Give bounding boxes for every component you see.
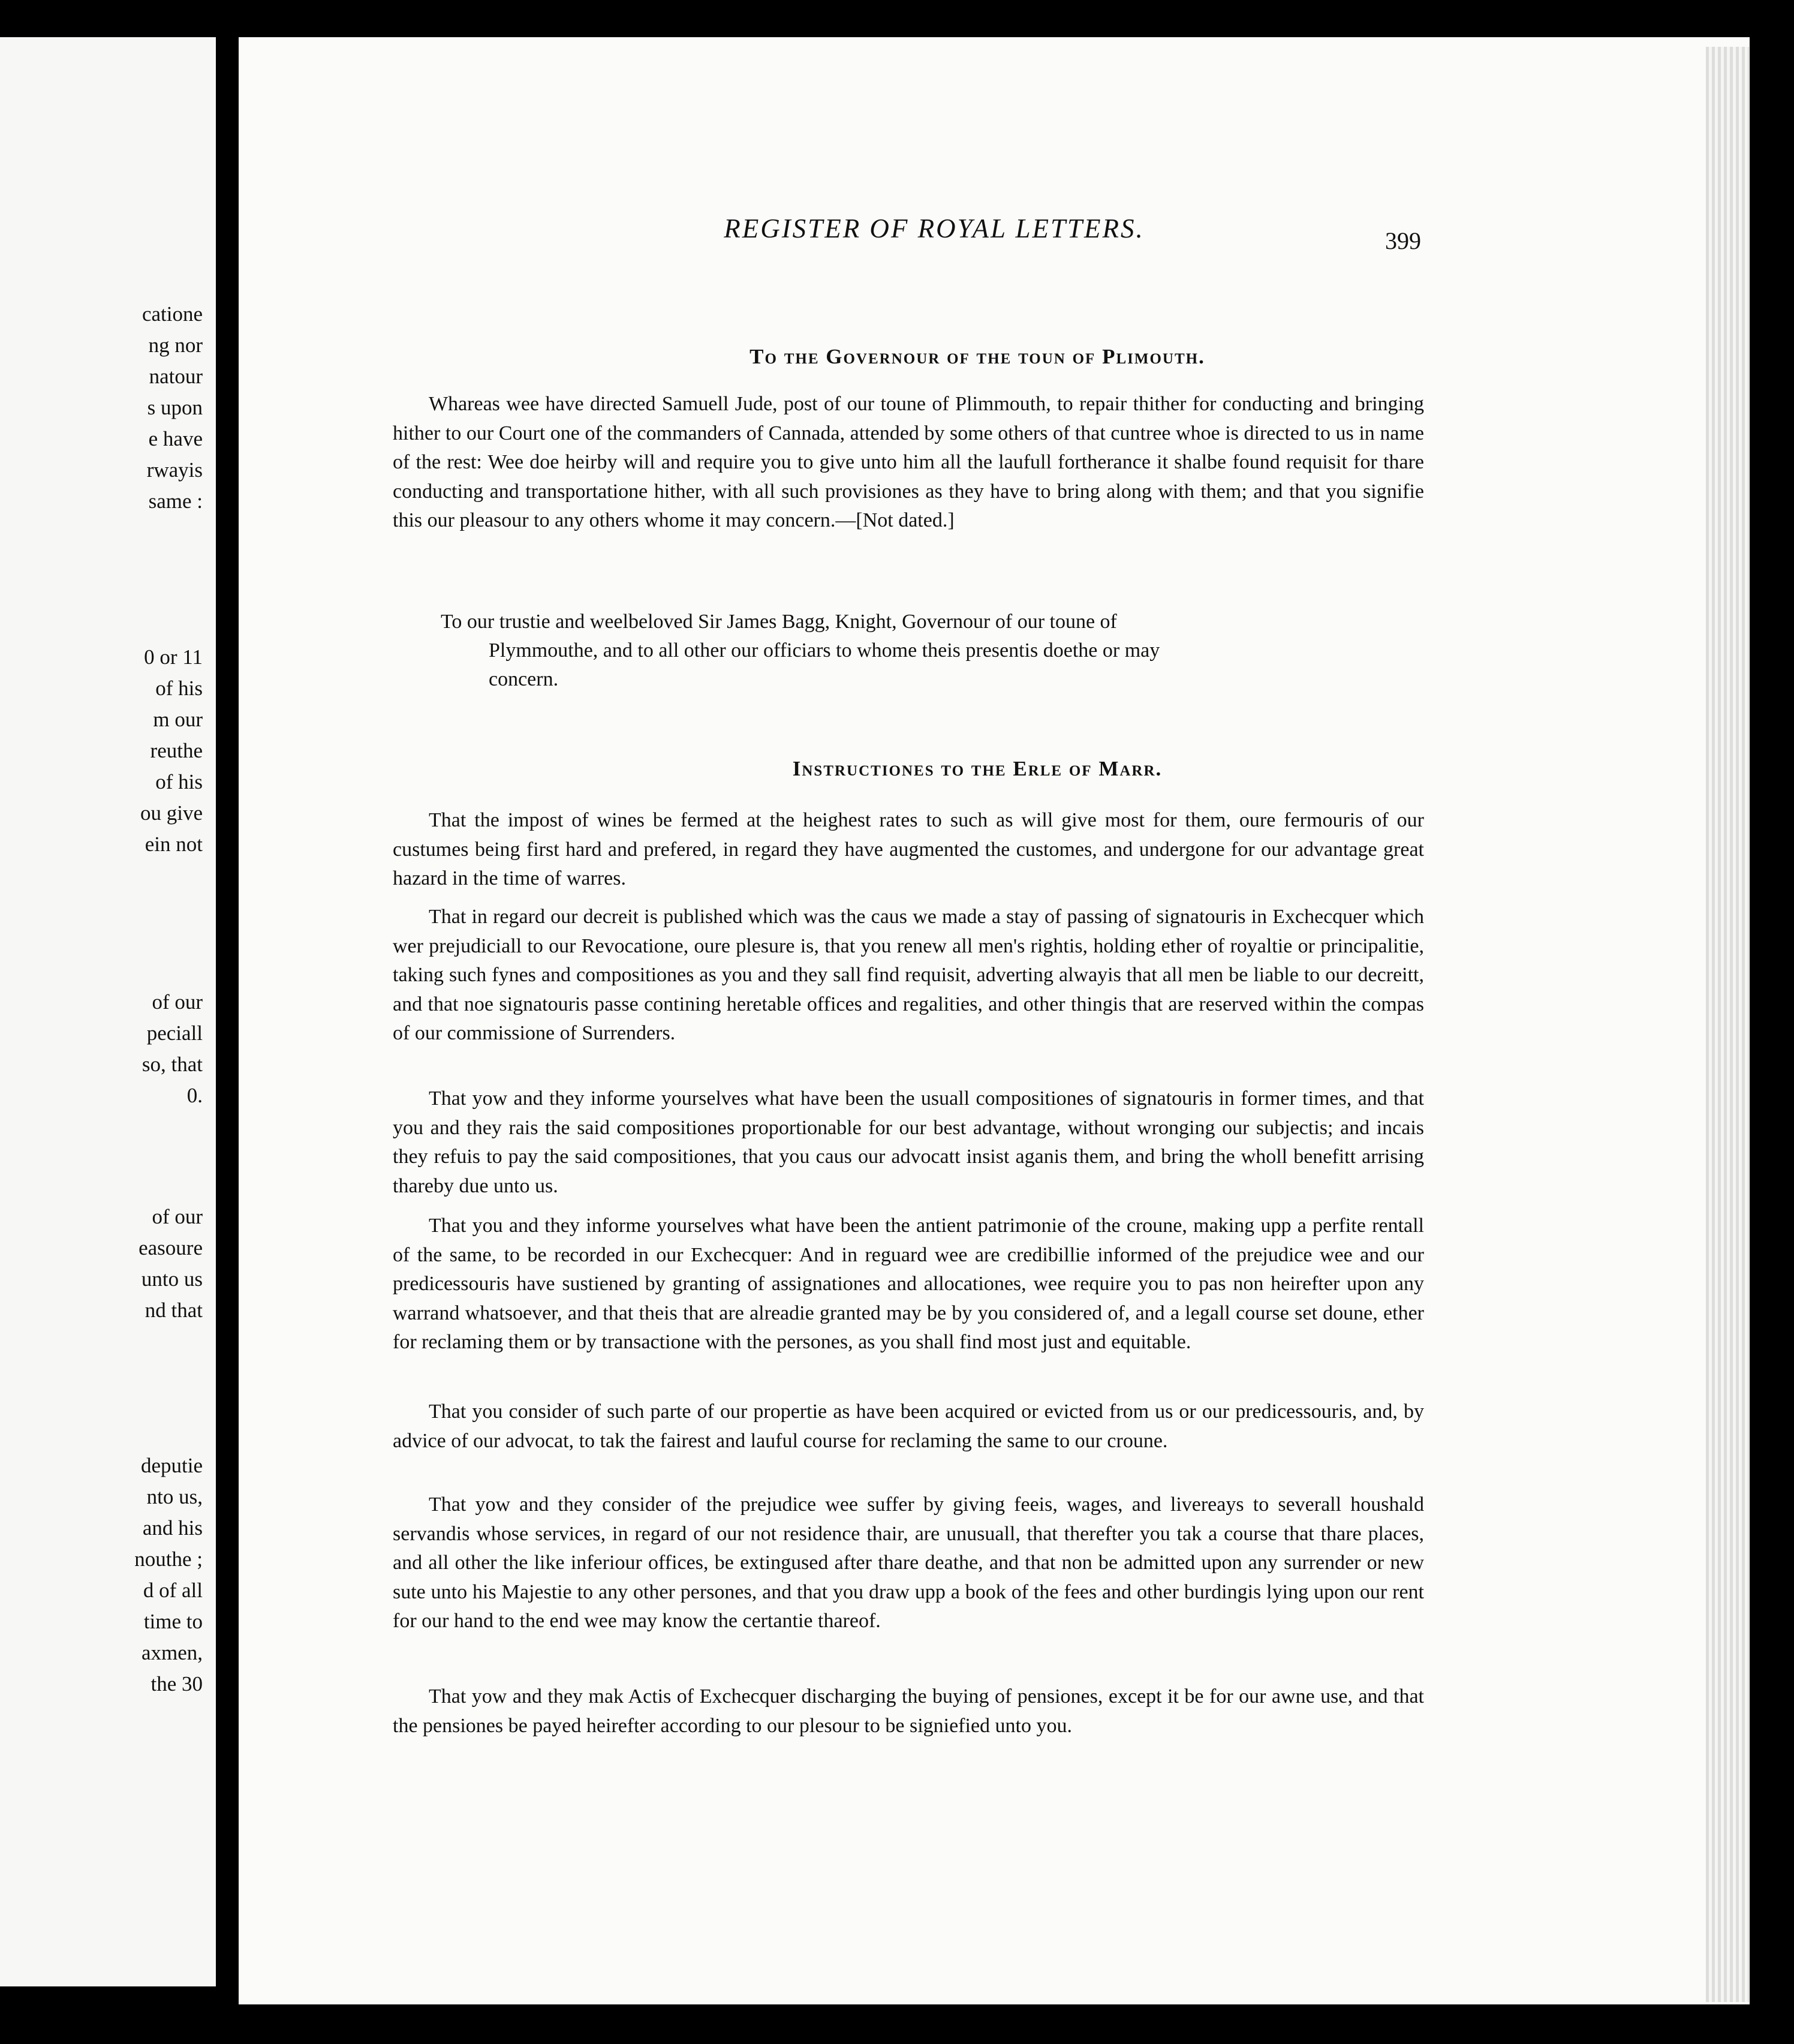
left-page-line: 0. bbox=[186, 1084, 203, 1107]
left-page-line: m our bbox=[153, 708, 203, 731]
instruction-paragraph-1: That the impost of wines be fermed at the heighest rates to such as will give most for them, oure fermouris of our custumes being first hard and prefered, in regard they have augmented the customes, and undergone for our advantage great hazard in the time of warres. bbox=[393, 809, 1424, 889]
left-page-line: s upon bbox=[147, 396, 203, 419]
left-page-line: deputie bbox=[140, 1454, 203, 1477]
left-page-line: reuthe bbox=[150, 739, 203, 762]
left-page-line: rwayis bbox=[146, 458, 203, 482]
left-page-line: easoure bbox=[139, 1236, 203, 1260]
instruction-paragraph-2: That in regard our decreit is published which was the caus we made a stay of passing of signatouris in Exchecquer which wer prejudiciall to our Revocatione, oure plesure is, that you renew all men's rightis, holding ether of royaltie or principalitie, taking such fynes and compositiones as you and they sall find requisit, adverting alwayis that all men be liable to our decreitt, and that noe signatouris passe contining heretable offices and regalities, and other thingis that are reserved within the compas of our commissione of Surrenders. bbox=[393, 906, 1424, 1044]
left-page-line: cationе bbox=[142, 302, 203, 326]
instruction-paragraph-4: That you and they informe yourselves what have been the antient patrimonie of the croune, making upp a perfite rentall of the same, to be recorded in our Exchecquer: And in reguard wee are credibillie informed of the prejudice wee and our predicessouris have sustiened by granting of assignationes and allocationes, wee require you to pas non heirefter upon any warrand whatsoever, and that theis that are alreadie granted may be by you considered of, and a legall course set doune, ether for reclaming them or by transactione with the persones, as you shall find most just and equitable. bbox=[393, 1215, 1424, 1353]
left-page-line: ou give bbox=[140, 801, 203, 825]
instruction-paragraph-5: That you consider of such parte of our propertie as have been acquired or evicted from us or our predicessouris, and, by advice of our advocat, to tak the fairest and lauful course for reclaming the same to our croune. bbox=[393, 1400, 1424, 1452]
left-page-line: of our bbox=[152, 1205, 203, 1228]
left-page-line: of his bbox=[155, 677, 203, 700]
running-header bbox=[443, 213, 1426, 244]
book-gutter bbox=[216, 37, 239, 2004]
left-page-line: d of all bbox=[143, 1579, 203, 1602]
running-title: REGISTER OF ROYAL LETTERS. bbox=[724, 214, 1145, 244]
left-facing-page bbox=[0, 37, 218, 1986]
letter-body: Whareas wee have directed Samuell Jude, post of our toune of Plimmouth, to repair thither for conducting and bringing hither to our Court one of the commanders of Cannada, attended by some others of that cuntree whoe is directed to us in name of the rest: Wee doe heirby will and require you to give unto him all the laufull fortherance it shalbe found requisit for thare conducting and transportatione hither, with all such provisiones as they have to bring along with them; and that you signifie this our pleasour to any others whome it may concern.—[Not dated.] bbox=[393, 393, 1424, 531]
left-page-line: ein not bbox=[145, 832, 203, 856]
left-page-line: ng nor bbox=[148, 333, 203, 357]
left-page-line: nouthe ; bbox=[134, 1547, 203, 1571]
instructions-title: Instructiones to the Erle of Marr. bbox=[792, 757, 1163, 780]
letter-title: To the Governour of the toun of Plimouth. bbox=[749, 345, 1205, 368]
left-page-line: same : bbox=[148, 489, 203, 513]
left-page-line: nd that bbox=[145, 1298, 203, 1322]
left-page-line: e have bbox=[148, 427, 203, 450]
left-page-line: 0 or 11 bbox=[144, 645, 203, 669]
left-page-line: of our bbox=[152, 990, 203, 1014]
left-page-line: of his bbox=[155, 770, 203, 793]
left-page-line: unto us bbox=[141, 1267, 203, 1291]
letter-address: To our trustie and weelbeloved Sir James Bagg, Knight, Governour of our toune of Plymmouthe, and to all other our officiars to whome theis presentis doethe or may concern. bbox=[441, 611, 1160, 690]
left-page-line: so, that bbox=[142, 1053, 203, 1076]
page-number: 399 bbox=[1385, 227, 1421, 254]
page-edges bbox=[1706, 47, 1749, 2002]
left-page-line: and his bbox=[142, 1516, 203, 1540]
instruction-paragraph-3: That yow and they informe yourselves what have been the usuall compositiones of signatouris in former times, and that you and they rais the said compositiones proportionable for our best advantage, without wronging our subjectis; and incais they refuis to pay the said compositiones, that you caus our advocatt insist aganis them, and bring the wholl benefitt arrising thareby due unto us. bbox=[393, 1087, 1424, 1197]
left-page-line: nto us, bbox=[146, 1485, 203, 1508]
instruction-paragraph-6: That yow and they consider of the prejudice wee suffer by giving feeis, wages, and livereays to severall houshald servandis whose services, in regard of our not residence thair, are unusuall, that therefter you tak a course that thare places, and all other the like inferiour offices, be extingused after thare deathe, and that non be admitted upon any surrender or new sute unto his Majestie to any other persones, and that you draw upp a book of the fees and other burdingis lying upon our rent for our hand to the end wee may know the certantie thareof. bbox=[393, 1493, 1424, 1632]
left-page-line: peciall bbox=[146, 1021, 203, 1045]
left-page-line: axmen, bbox=[141, 1641, 203, 1664]
instruction-paragraph-7: That yow and they mak Actis of Exchecquer discharging the buying of pensiones, except it be for our awne use, and that the pensiones be payed heirefter according to our plesour to be signiefied unto you. bbox=[393, 1685, 1424, 1737]
left-page-line: time to bbox=[143, 1610, 203, 1633]
left-page-line: natour bbox=[149, 365, 203, 388]
left-page-line: the 30 bbox=[150, 1672, 203, 1696]
